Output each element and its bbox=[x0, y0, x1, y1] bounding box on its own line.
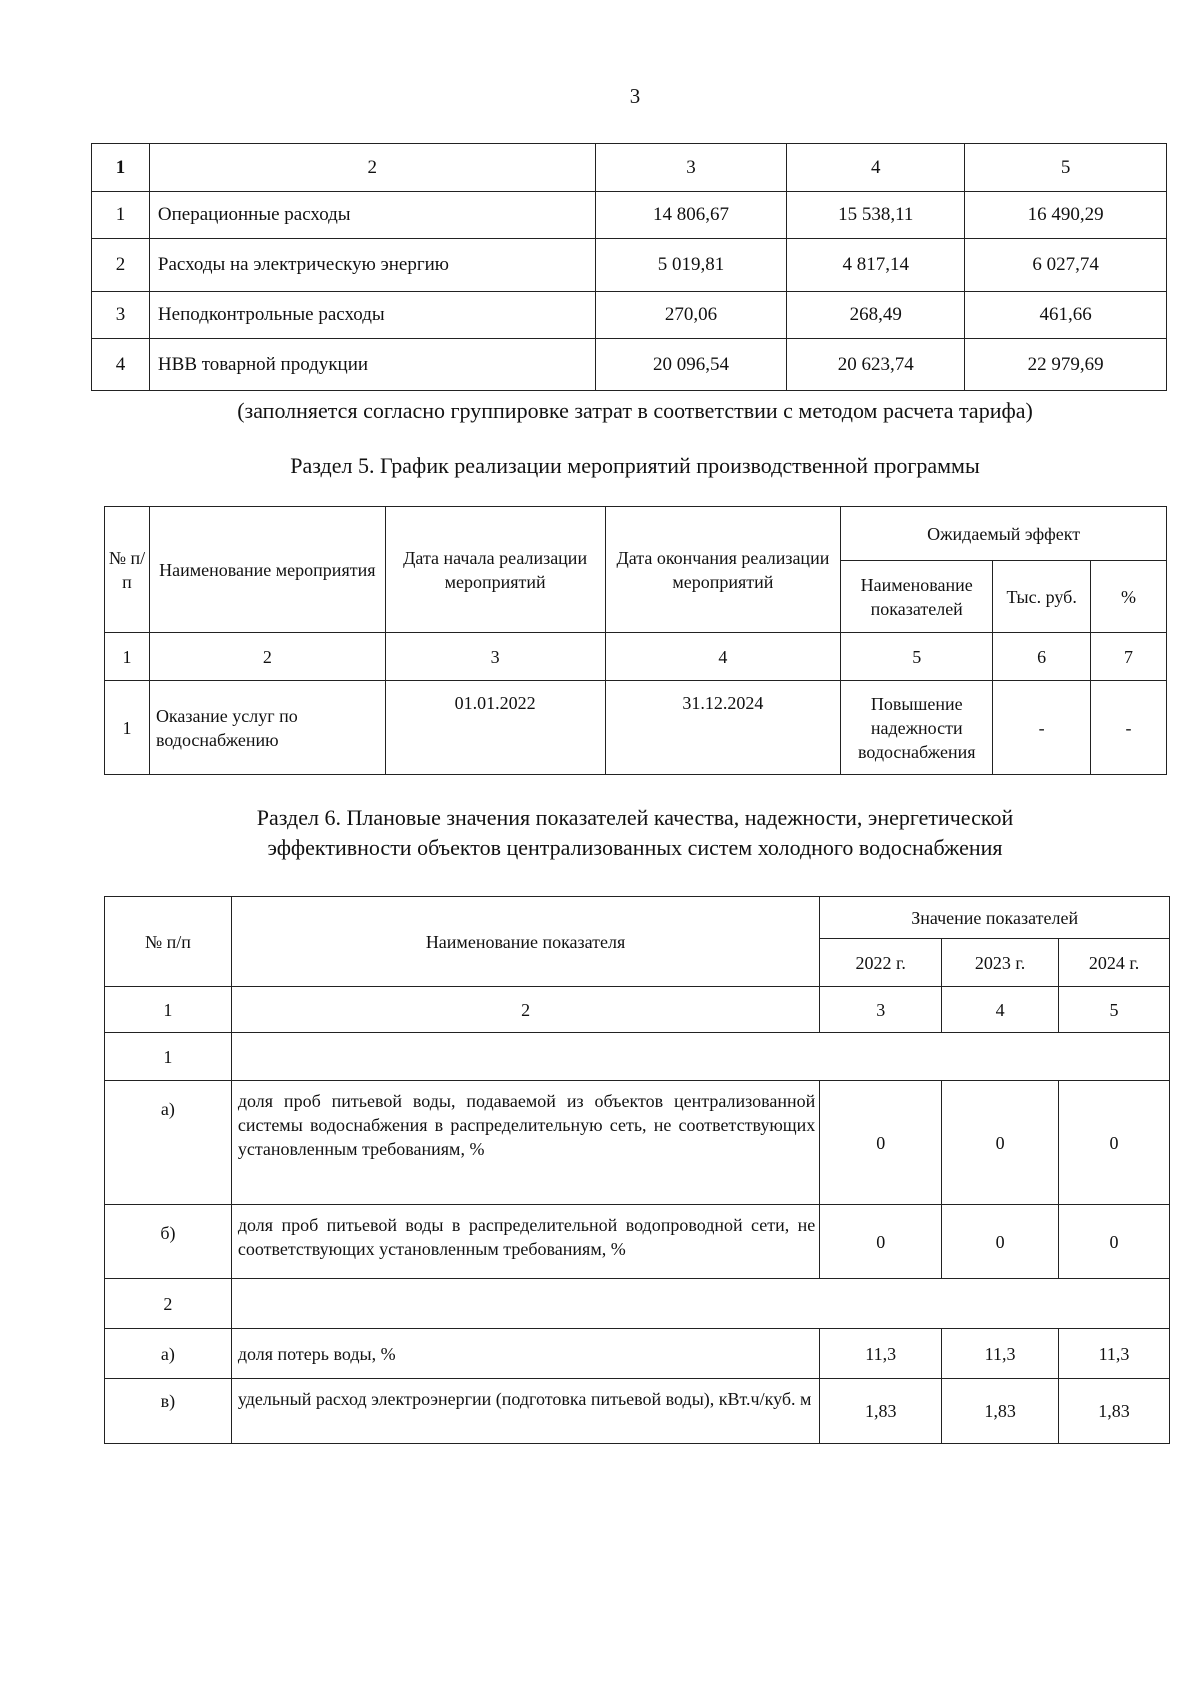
col-number: 4 bbox=[605, 633, 841, 681]
header-year-2022: 2022 г. bbox=[820, 939, 942, 987]
row-number: 2 bbox=[92, 239, 150, 292]
col-number: 2 bbox=[231, 987, 819, 1033]
table-header-row bbox=[92, 144, 1167, 192]
cost-name: Расходы на электрическую энергию bbox=[149, 239, 595, 292]
col-number: 3 bbox=[595, 144, 787, 192]
col-number: 4 bbox=[787, 144, 965, 192]
col-number: 1 bbox=[105, 633, 150, 681]
table-header-row bbox=[105, 987, 1170, 1033]
col-number: 3 bbox=[820, 987, 942, 1033]
indicator-name: доля потерь воды, % bbox=[231, 1329, 819, 1379]
header-year-2024: 2024 г. bbox=[1059, 939, 1170, 987]
col-number: 5 bbox=[841, 633, 993, 681]
value-2024: 1,83 bbox=[1059, 1379, 1170, 1444]
col-number: 1 bbox=[92, 144, 150, 192]
header-event-name: Наименование мероприятия bbox=[149, 507, 385, 633]
cost-value: 22 979,69 bbox=[965, 339, 1167, 391]
col-number: 7 bbox=[1091, 633, 1167, 681]
page-number: 3 bbox=[629, 84, 641, 108]
table-row bbox=[92, 192, 1167, 239]
col-number: 4 bbox=[942, 987, 1059, 1033]
indicator-name: доля проб питьевой воды в распределительной водопроводной сети, не соответствующих установленным требованиям, % bbox=[231, 1205, 819, 1279]
col-number: 2 bbox=[149, 633, 385, 681]
costs-table bbox=[91, 143, 1167, 391]
table-row bbox=[92, 292, 1167, 339]
header-end-date: Дата окончания реализации мероприятий bbox=[605, 507, 841, 633]
cost-value: 20 096,54 bbox=[595, 339, 787, 391]
table-row bbox=[105, 1081, 1170, 1205]
header-start-date: Дата начала реализации мероприятий bbox=[385, 507, 605, 633]
cost-value: 16 490,29 bbox=[965, 192, 1167, 239]
col-number: 2 bbox=[149, 144, 595, 192]
header-values: Значение показателей bbox=[820, 897, 1170, 939]
value-2022: 0 bbox=[820, 1205, 942, 1279]
header-expected-effect: Ожидаемый эффект bbox=[841, 507, 1167, 561]
table-row bbox=[105, 1205, 1170, 1279]
cost-value: 20 623,74 bbox=[787, 339, 965, 391]
cost-value: 5 019,81 bbox=[595, 239, 787, 292]
effect-percent: - bbox=[1091, 681, 1167, 775]
table-row bbox=[105, 1379, 1170, 1444]
row-letter: б) bbox=[105, 1205, 232, 1279]
group-number: 1 bbox=[105, 1033, 232, 1081]
header-percent: % bbox=[1091, 561, 1167, 633]
header-thousand-rub: Тыс. руб. bbox=[993, 561, 1091, 633]
schedule-table bbox=[104, 506, 1167, 775]
table-note: (заполняется согласно группировке затрат в соответствии с методом расчета тарифа) bbox=[237, 398, 1033, 423]
row-number: 3 bbox=[92, 292, 150, 339]
section6-title-line2: эффективности объектов централизованных систем холодного водоснабжения bbox=[267, 835, 1003, 860]
value-2022: 11,3 bbox=[820, 1329, 942, 1379]
end-date: 31.12.2024 bbox=[605, 681, 841, 775]
row-letter: а) bbox=[105, 1081, 232, 1205]
header-year-2023: 2023 г. bbox=[942, 939, 1059, 987]
table-header-row bbox=[105, 633, 1167, 681]
table-row bbox=[105, 1329, 1170, 1379]
group-number: 2 bbox=[105, 1279, 232, 1329]
cost-value: 6 027,74 bbox=[965, 239, 1167, 292]
value-2023: 0 bbox=[942, 1205, 1059, 1279]
value-2023: 0 bbox=[942, 1081, 1059, 1205]
cost-value: 268,49 bbox=[787, 292, 965, 339]
header-indicator-name: Наименование показателя bbox=[231, 897, 819, 987]
col-number: 3 bbox=[385, 633, 605, 681]
effect-thousand-rub: - bbox=[993, 681, 1091, 775]
section6-title-line1: Раздел 6. Плановые значения показателей качества, надежности, энергетической bbox=[256, 805, 1014, 830]
header-pp: № п/п bbox=[105, 507, 150, 633]
table-row bbox=[92, 239, 1167, 292]
row-number: 1 bbox=[92, 192, 150, 239]
group-row bbox=[105, 1279, 1170, 1329]
cost-value: 461,66 bbox=[965, 292, 1167, 339]
event-name: Оказание услуг по водоснабжению bbox=[149, 681, 385, 775]
table-row bbox=[92, 339, 1167, 391]
col-number: 1 bbox=[105, 987, 232, 1033]
cost-name: НВВ товарной продукции bbox=[149, 339, 595, 391]
cost-value: 4 817,14 bbox=[787, 239, 965, 292]
cost-value: 270,06 bbox=[595, 292, 787, 339]
value-2023: 1,83 bbox=[942, 1379, 1059, 1444]
value-2023: 11,3 bbox=[942, 1329, 1059, 1379]
col-number: 5 bbox=[1059, 987, 1170, 1033]
row-letter: а) bbox=[105, 1329, 232, 1379]
value-2022: 0 bbox=[820, 1081, 942, 1205]
cost-value: 14 806,67 bbox=[595, 192, 787, 239]
cost-name: Операционные расходы bbox=[149, 192, 595, 239]
value-2024: 0 bbox=[1059, 1205, 1170, 1279]
cost-value: 15 538,11 bbox=[787, 192, 965, 239]
cost-name: Неподконтрольные расходы bbox=[149, 292, 595, 339]
row-number: 4 bbox=[92, 339, 150, 391]
effect-indicator: Повышение надежности водоснабжения bbox=[841, 681, 993, 775]
value-2022: 1,83 bbox=[820, 1379, 942, 1444]
indicator-name: удельный расход электроэнергии (подготовка питьевой воды), кВт.ч/куб. м bbox=[231, 1379, 819, 1444]
value-2024: 11,3 bbox=[1059, 1329, 1170, 1379]
header-indicator: Наименование показателей bbox=[841, 561, 993, 633]
table-row bbox=[105, 681, 1167, 775]
value-2024: 0 bbox=[1059, 1081, 1170, 1205]
row-number: 1 bbox=[105, 681, 150, 775]
indicators-table bbox=[104, 896, 1170, 1444]
header-pp: № п/п bbox=[105, 897, 232, 987]
col-number: 6 bbox=[993, 633, 1091, 681]
indicator-name: доля проб питьевой воды, подаваемой из объектов централизованной системы водоснабжения в распределительную сеть, не соответствующих установленным требованиям, % bbox=[231, 1081, 819, 1205]
col-number: 5 bbox=[965, 144, 1167, 192]
start-date: 01.01.2022 bbox=[385, 681, 605, 775]
section5-title: Раздел 5. График реализации мероприятий производственной программы bbox=[290, 453, 980, 478]
row-letter: в) bbox=[105, 1379, 232, 1444]
group-row bbox=[105, 1033, 1170, 1081]
